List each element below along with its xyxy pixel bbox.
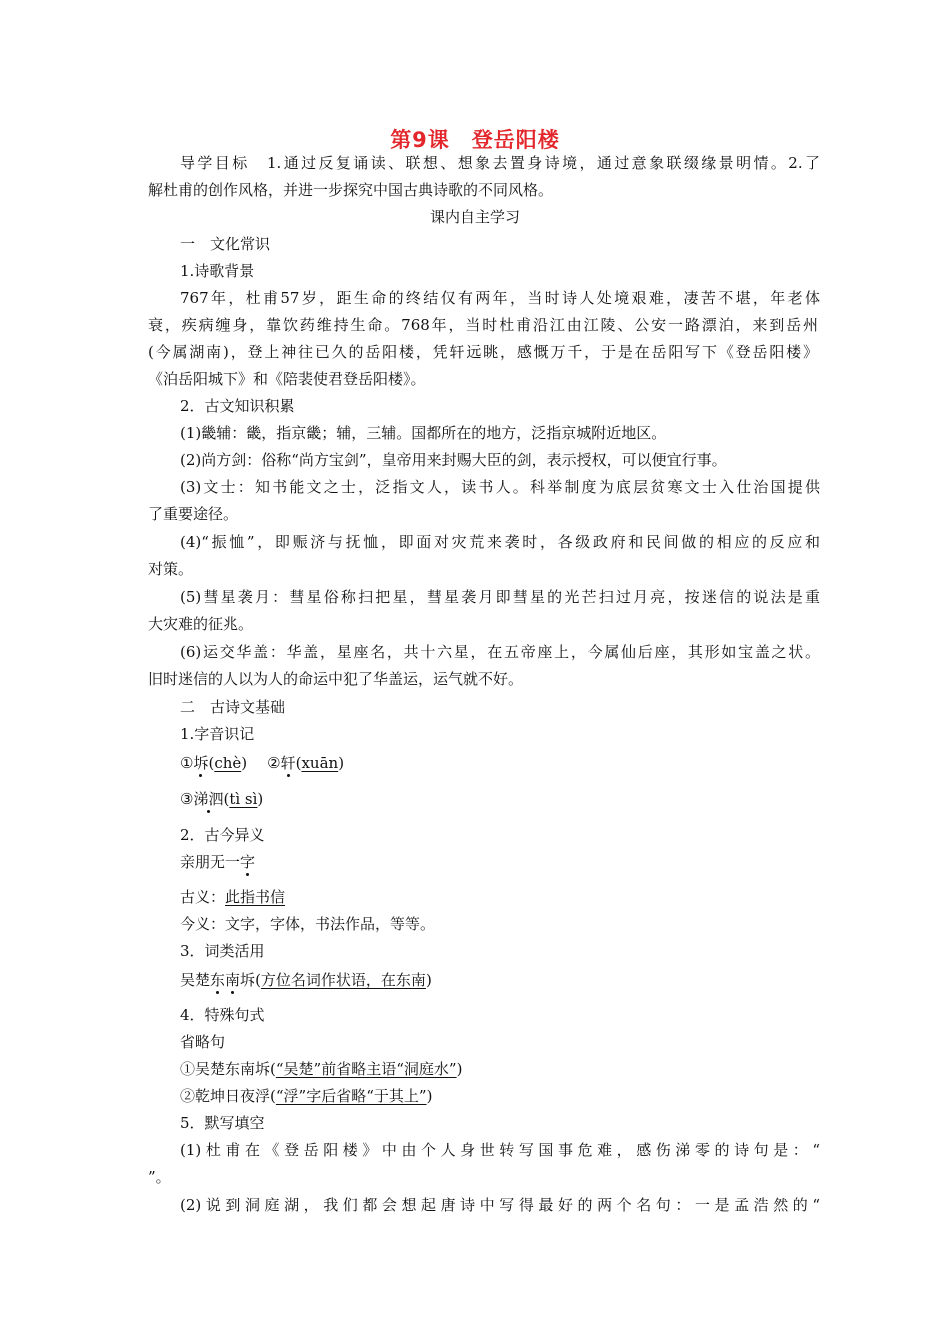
answer-underlined: “浮”字后省略“于其上” [275,1087,427,1105]
dotted-char: 南 [225,971,241,989]
heading-word-class: 3．词类活用 [180,942,265,960]
dotted-char: 字 [240,853,256,871]
pronunciation-row-1: ①坼(chè) ②轩(xuān) [180,754,345,772]
ancient-modern-phrase: 亲朋无一字 [180,853,256,871]
dictation-1-line-2: ”。 [148,1168,171,1186]
heading-dictation: 5．默写填空 [180,1114,265,1132]
knowledge-item-5-line-2: 大灾难的征兆。 [148,615,254,633]
background-line-3: (今属湖南)，登上神往已久的岳阳楼，凭轩远眺，感慨万千，于是在岳阳写下《登岳阳楼》 [148,343,818,361]
modern-meaning: 今义：文字，字体，书法作品，等等。 [180,915,436,933]
learning-goal-line-1: 导学目标 1.通过反复诵读、联想、想象去置身诗境，通过意象联缀缘景明情。2.了 [180,154,820,172]
heading-poem-background: 1.诗歌背景 [180,262,255,280]
answer-underlined: “吴楚”前省略主语“洞庭水” [275,1060,457,1078]
pronunciation-row-2: ③涕泗(tì sì) [180,790,264,808]
sentence-type: 省略句 [180,1033,226,1051]
knowledge-item-1: (1)畿辅：畿，指京畿；辅，三辅。国都所在的地方，泛指京城附近地区。 [180,424,667,442]
dictation-2-line-1: (2)说到洞庭湖，我们都会想起唐诗中写得最好的两个名句：一是孟浩然的“ [180,1196,820,1214]
background-line-4: 《泊岳阳城下》和《陪裴使君登岳阳楼》。 [148,370,426,388]
knowledge-item-4-line-2: 对策。 [148,560,194,578]
dictation-1-line-1: (1)杜甫在《登岳阳楼》中由个人身世转写国事危难，感伤涕零的诗句是：“ [180,1141,820,1159]
dotted-char: 轩 [280,754,296,772]
background-line-2: 衰，疾病缠身，靠饮药维持生命。768年，当时杜甫沿江由江陵、公安一路漂泊，来到岳州 [148,316,818,334]
special-sentence-2: ②乾坤日夜浮(“浮”字后省略“于其上”) [180,1087,433,1105]
answer-underlined: 此指书信 [225,888,286,906]
dotted-char: 东 [210,971,226,989]
dotted-char: 涕泗 [193,790,224,808]
knowledge-item-6-line-1: (6)运交华盖：华盖，星座名，共十六星，在五帝座上，今属仙后座，其形如宝盖之状。 [180,643,820,661]
word-class-example: 吴楚东南坼(方位名词作状语，在东南) [180,971,432,989]
special-sentence-1: ①吴楚东南坼(“吴楚”前省略主语“洞庭水”) [180,1060,463,1078]
pinyin-answer: xuān [301,754,339,772]
background-line-1: 767年，杜甫57岁，距生命的终结仅有两年，当时诗人处境艰难，凄苦不堪，年老体 [180,289,820,307]
ancient-meaning: 古义：此指书信 [180,888,286,906]
section-title: 课内自主学习 [429,208,520,226]
learning-goal-line-2: 解杜甫的创作风格，并进一步探究中国古典诗歌的不同风格。 [148,181,554,199]
knowledge-item-4-line-1: (4)“振恤”，即赈济与抚恤，即面对灾荒来袭时，各级政府和民间做的相应的反应和 [180,533,820,551]
knowledge-item-3-line-2: 了重要途径。 [148,505,239,523]
heading-ancient-modern: 2．古今异义 [180,826,265,844]
dotted-char: 坼 [193,754,209,772]
heading-classical-basics: 二 古诗文基础 [180,698,286,716]
heading-knowledge: 2．古文知识积累 [180,397,295,415]
lesson-title: 第9课 登岳阳楼 [390,128,560,152]
knowledge-item-6-line-2: 旧时迷信的人以为人的命运中犯了华盖运，运气就不好。 [148,670,524,688]
answer-underlined: 方位名词作状语，在东南 [260,971,426,989]
heading-culture: 一 文化常识 [180,235,271,253]
knowledge-item-3-line-1: (3)文士：知书能文之士，泛指文人，读书人。科举制度为底层贫寒文士入仕治国提供 [180,478,820,496]
knowledge-item-2: (2)尚方剑：俗称“尚方宝剑”，皇帝用来封赐大臣的剑，表示授权，可以便宜行事。 [180,451,727,469]
heading-pronunciation: 1.字音识记 [180,725,255,743]
pinyin-answer: tì sì [229,790,258,808]
pinyin-answer: chè [214,754,242,772]
knowledge-item-5-line-1: (5)彗星袭月：彗星俗称扫把星，彗星袭月即彗星的光芒扫过月亮，按迷信的说法是重 [180,588,820,606]
heading-special-sentence: 4．特殊句式 [180,1006,265,1024]
